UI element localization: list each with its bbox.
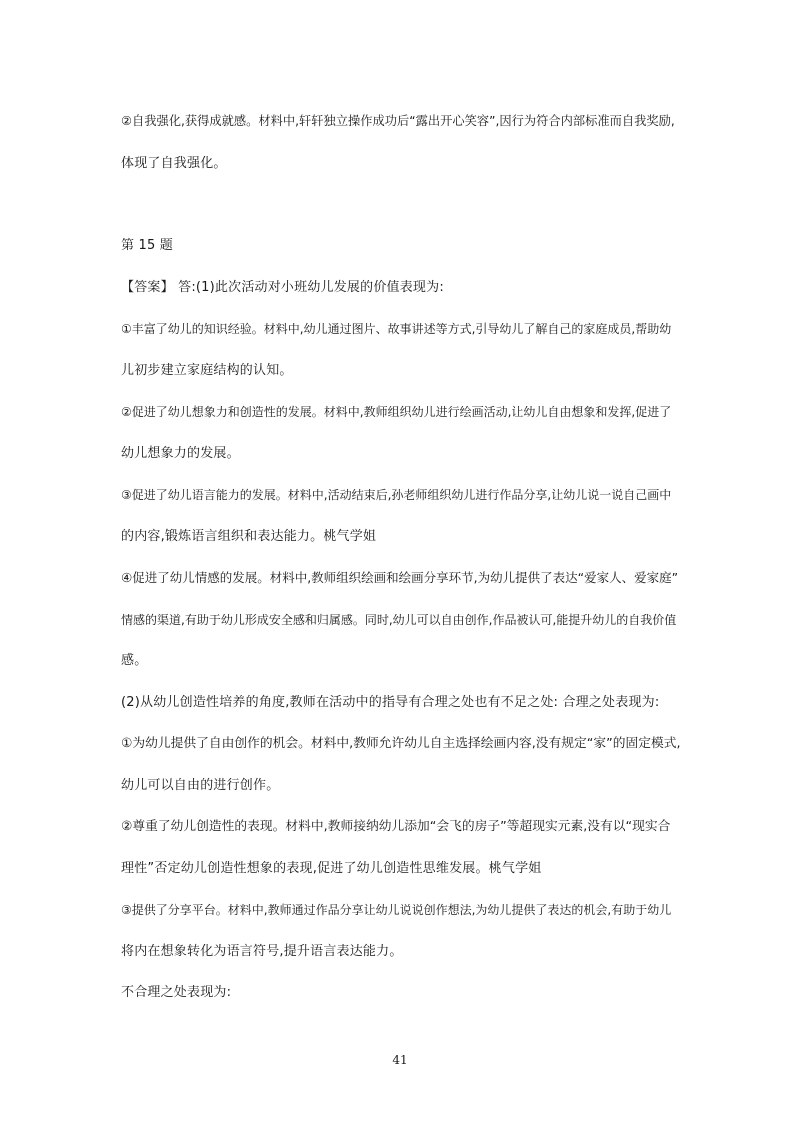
answer-intro: 【答案】 答:(1)此次活动对小班幼儿发展的价值表现为: (121, 280, 444, 295)
paragraph-line: ④促进了幼儿情感的发展。材料中,教师组织绘画和绘画分享环节,为幼儿提供了表达“爱家人、爱家庭” (121, 570, 679, 585)
question-heading: 第 15 题 (121, 238, 174, 253)
paragraph-line: ③提供了分享平台。材料中,教师通过作品分享让幼儿说说创作想法,为幼儿提供了表达的机会,有助于幼儿 (121, 903, 672, 917)
paragraph-line: ①丰富了幼儿的知识经验。材料中,幼儿通过图片、故事讲述等方式,引导幼儿了解自己的家庭成员,帮助幼 (121, 322, 672, 336)
paragraph-line: 体现了自我强化。 (121, 156, 227, 171)
paragraph-line: ②促进了幼儿想象力和创造性的发展。材料中,教师组织幼儿进行绘画活动,让幼儿自由想象和发挥,促进了 (121, 405, 672, 419)
paragraph-line: ②自我强化,获得成就感。材料中,轩轩独立操作成功后“露出开心笑容”,因行为符合内部标准而自我奖励, (121, 114, 675, 128)
paragraph-line: 幼儿想象力的发展。 (121, 446, 240, 461)
paragraph-line: 理性”否定幼儿创造性想象的表现,促进了幼儿创造性思维发展。桃气学姐 (121, 861, 542, 876)
paragraph-line: 感。 (121, 653, 148, 668)
paragraph-line: 幼儿可以自由的进行创作。 (121, 778, 280, 793)
paragraph-line: ①为幼儿提供了自由创作的机会。材料中,教师允许幼儿自主选择绘画内容,没有规定“家”的固定模式, (121, 736, 681, 751)
paragraph-line: 不合理之处表现为: (121, 985, 232, 1000)
paragraph-line: 将内在想象转化为语言符号,提升语言表达能力。 (121, 944, 403, 959)
paragraph-line: (2)从幼儿创造性培养的角度,教师在活动中的指导有合理之处也有不足之处: 合理之处表现为: (121, 695, 660, 710)
paragraph-line: ②尊重了幼儿创造性的表现。材料中,教师接纳幼儿添加“会飞的房子”等超现实元素,没有以“现实合 (121, 819, 671, 834)
paragraph-line: 的内容,锻炼语言组织和表达能力。桃气学姐 (121, 529, 377, 544)
paragraph-line: 情感的渠道,有助于幼儿形成安全感和归属感。同时,幼儿可以自由创作,作品被认可,能提升幼儿的自我价值 (121, 613, 677, 627)
paragraph-line: 儿初步建立家庭结构的认知。 (121, 363, 293, 378)
paragraph-line: ③促进了幼儿语言能力的发展。材料中,活动结束后,孙老师组织幼儿进行作品分享,让幼儿说一说自己画中 (121, 488, 672, 502)
page-number: 41 (392, 1053, 408, 1067)
